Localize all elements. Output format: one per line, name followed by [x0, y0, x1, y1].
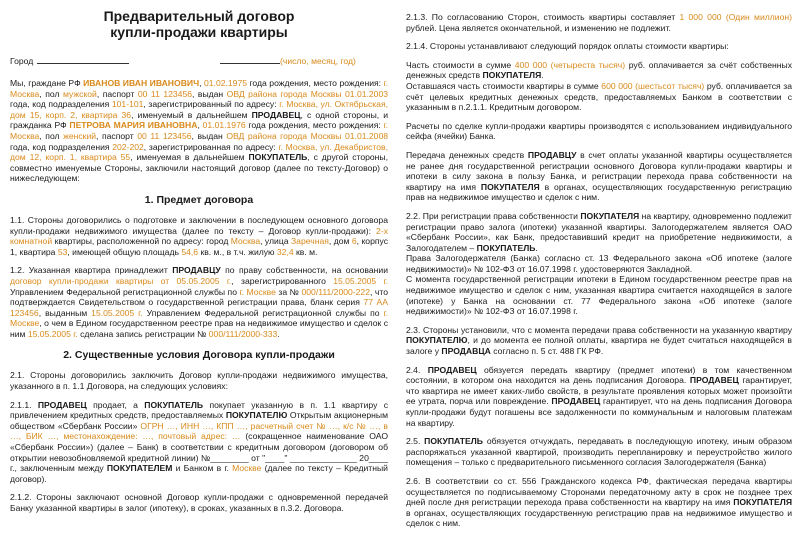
city-blank	[37, 54, 129, 64]
right-column	[400, 0, 800, 529]
city-label: Город	[10, 56, 34, 66]
parties-intro: Мы, граждане РФ ИВАНОВ ИВАН ИВАНОВИЧ, 01.02.1975 года рождения, место рождения: г. Москва, пол мужской, паспорт 00 11 123456, выдан ОВД района города Москвы 01.01.2003 года, код подразделения 101-101, зарегистрированный по адресу: г. Москва, ул. Октябрьская, дом 15, корп. 2, квартира 36, именуемый в дальнейшем ПРОДАВЕЦ, с одной стороны, и гражданка РФ ПЕТРОВА МАРИЯ ИВАНОВНА, 01.01.1976 года рождения, место рождения: г. Москва, пол женский, паспорт 00 11 123456, выдан ОВД района города Москвы 01.01.2008 года, код подразделения 202-202, зарегистрированная по адресу: г. Москва, ул. Декабристов, дом 12, корп. 1, квартира 55, именуемая в дальнейшем ПОКУПАТЕЛЬ, с другой стороны, совместно именуемые Стороны, заключили настоящий договор (далее по тексту-Договор) о нижеследующем:	[10, 78, 389, 184]
section-1-heading: 1. Предмет договора	[144, 193, 254, 206]
clause-2-2-rights: Права Залогодержателя (Банка) согласно ст. 13 Федерального закона «Об ипотеке (залоге недвижимости)» № 102-ФЗ от 16.07.1998 г. удостоверяются Закладной.	[406, 253, 792, 274]
clause-2-4: 2.4. ПРОДАВЕЦ обязуется передать квартиру (предмет ипотеки) в том качественном состоянии, в котором она находится на день подписания Договора. ПРОДАВЕЦ гарантирует, что квартира не имеет каких-либо свойств, в результате проявления которых может произойти ее утрата, порча или повреждение. ПРОДАВЕЦ гарантирует, что на день подписания Договора купли-продажи будут погашены все задолженности по коммунальным и налоговым платежам на квартиру.	[406, 364, 793, 428]
clause-2-1-3: 2.1.3. По согласованию Сторон, стоимость квартиры составляет 1 000 000 (Один миллион) рублей. Цена является окончательной, и изменению не подлежит.	[406, 12, 792, 33]
clause-2-5: 2.5. ПОКУПАТЕЛЬ обязуется отчуждать, передавать в последующую ипотеку, иным образом распоряжаться указанной квартирой, производить перепланировку и переустройство жилого помещения – только с предварительного письменного согласия Залогодержателя (Банка)	[406, 436, 792, 468]
buyer-role: ПОКУПАТЕЛЬ	[248, 152, 308, 163]
date-blank	[220, 54, 280, 64]
date-label: (число, месяц, год)	[280, 56, 356, 66]
seller-name: ИВАНОВ ИВАН ИВАНОВИЧ	[83, 78, 200, 88]
payment-part-1: Часть стоимости в сумме 400 000 (четыреста тысяч) руб. оплачивается за счёт собственных денежных средств ПОКУПАТЕЛЯ.	[406, 59, 792, 81]
clause-2-1-2: 2.1.2. Стороны заключают основной Договор купли-продажи с одновременной передачей Банку указанной квартиры в залог (ипотеку), в сроках, указанных в п.3.2. Договора.	[10, 492, 388, 513]
payment-part-2: Оставшаяся часть стоимости квартиры в сумме 600 000 (шестьсот тысяч) руб. оплачивается за счёт целевых кредитных денежных средств, предоставляемых Банком в соответствии с указанным в п.2.1.1. Кредитным договором.	[406, 80, 792, 113]
clause-2-3: 2.3. Стороны установили, что с момента передачи права собственности на указанную квартиру ПОКУПАТЕЛЮ, и до момента ее полной оплаты, квартира не будет считаться находящейся в залоге у ПРОДАВЦА согласно п. 5 ст. 488 ГК РФ.	[406, 324, 792, 357]
buyer-name: ПЕТРОВА МАРИЯ ИВАНОВНА	[69, 120, 198, 131]
seller-role: ПРОДАВЕЦ	[251, 109, 301, 120]
clause-2-1-1: 2.1.1. ПРОДАВЕЦ продает, а ПОКУПАТЕЛЬ покупает указанную в п. 1.1 квартиру с привлечением кредитных средств, предоставляемых ПОКУПАТЕЛЮ Открытым акционерным обществом «Сбербанк России» ОГРН …, ИНН …, КПП …, расчетный счет № …, к/с № …, в …, БИК …, местонахождение: …, почтовый адрес: … (сокращенное наименование ОАО «Сбербанк России») (далее – Банк) в соответствии с кредитным договором (договором об открытии невозобновляемой кредитной линии) №________ от "____" ______________ 20____ г., заключенным между ПОКУПАТЕЛЕМ и Банком в г. Москве (далее по тексту – Кредитный договор).	[10, 399, 389, 484]
clause-1-1: 1.1. Стороны договорились о подготовке и заключении в последующем основного договора купли-продажи недвижимого имущества (далее по тексту – Договор купли-продажи): 2-х комнатной квартиры, расположенной по адресу: город Москва, улица Заречная, дом 6, корпус 1, квартира 53, имеющей общую площадь 54,6 кв. м., в т.ч. жилую 32,4 кв. м.	[10, 214, 389, 257]
clause-2-6: 2.6. В соответствии со ст. 556 Гражданского кодекса РФ, фактическая передача квартиры осуществляется по подписываемому Сторонами передаточному акту в срок не позднее трех дней после дня регистрации перехода права собственности на квартиру на имя ПОКУПАТЕЛЯ в органах, осуществляющих государственную регистрацию прав на недвижимое имущество и сделок с ним.	[406, 475, 792, 529]
clause-2-2-pledge: С момента государственной регистрации ипотеки в Едином государственном реестре прав на недвижимое имущество и сделок с ним, указанная квартира считается находящейся в залоге (ипотеке) у Банка на основании ст. 77 Федерального закона «Об ипотеке (залоге недвижимости)» № 102-ФЗ от 16.07.1998 г.	[406, 274, 792, 317]
clause-2-1-4: 2.1.4. Стороны устанавливают следующий порядок оплаты стоимости квартиры:	[406, 41, 729, 52]
date-field	[220, 54, 356, 67]
clause-2-2: 2.2. При регистрации права собственности ПОКУПАТЕЛЯ на квартиру, одновременно подлежит регистрации право залога (ипотеки) указанной квартиры. Залогодержателем является ОАО «Сбербанк России», как Банк, предоставивший кредит на приобретение недвижимости, а Залогодателем – ПОКУПАТЕЛЬ.	[406, 210, 792, 253]
payment-transfer: Передача денежных средств ПРОДАВЦУ в счет оплаты указанной квартиры осуществляется не ранее дня государственной регистрации основного Договора купли-продажи квартиры и ипотеки в силу закона в пользу Банка, и регистрации перехода права собственности на квартиру на имя ПОКУПАТЕЛЯ в органах, осуществляющих государственную регистрацию прав на недвижимое имущество и сделок с ним.	[406, 149, 793, 203]
title-line2: купли-продажи квартиры	[110, 24, 288, 40]
city-date-line	[10, 54, 388, 66]
left-column	[0, 0, 392, 514]
title-line1: Предварительный договор	[103, 8, 295, 24]
payment-safe: Расчеты по сделке купли-продажи квартиры производятся с использованием индивидуального сейфа (ячейки) Банка.	[406, 120, 792, 142]
section-2-heading: 2. Существенные условия Договора купли-продажи	[63, 349, 335, 362]
clause-1-2: 1.2. Указанная квартира принадлежит ПРОДАВЦУ по праву собственности, на основании договор купли-продажи квартиры от 05.05.2005 г., зарегистрированного 15.05.2005 г. Управлением Федеральной регистрационной службы по г. Москве за № 000/111/2000-222, что подтверждается Свидетельством о государственной регистрации права, бланк серия 77 АА 123456, выданным 15.05.2005 г. Управлением Федеральной регистрационной службы по г. Москве, о чем в Едином государственном реестре прав на недвижимое имущество и сделок с ним 15.05.2005 г. сделана запись регистрации № 000/111/2000-333.	[10, 265, 389, 339]
clause-2-1: 2.1. Стороны договорились заключить Договор купли-продажи недвижимого имущества, указанного в п. 1.1 Договора, на следующих условиях:	[10, 370, 388, 392]
